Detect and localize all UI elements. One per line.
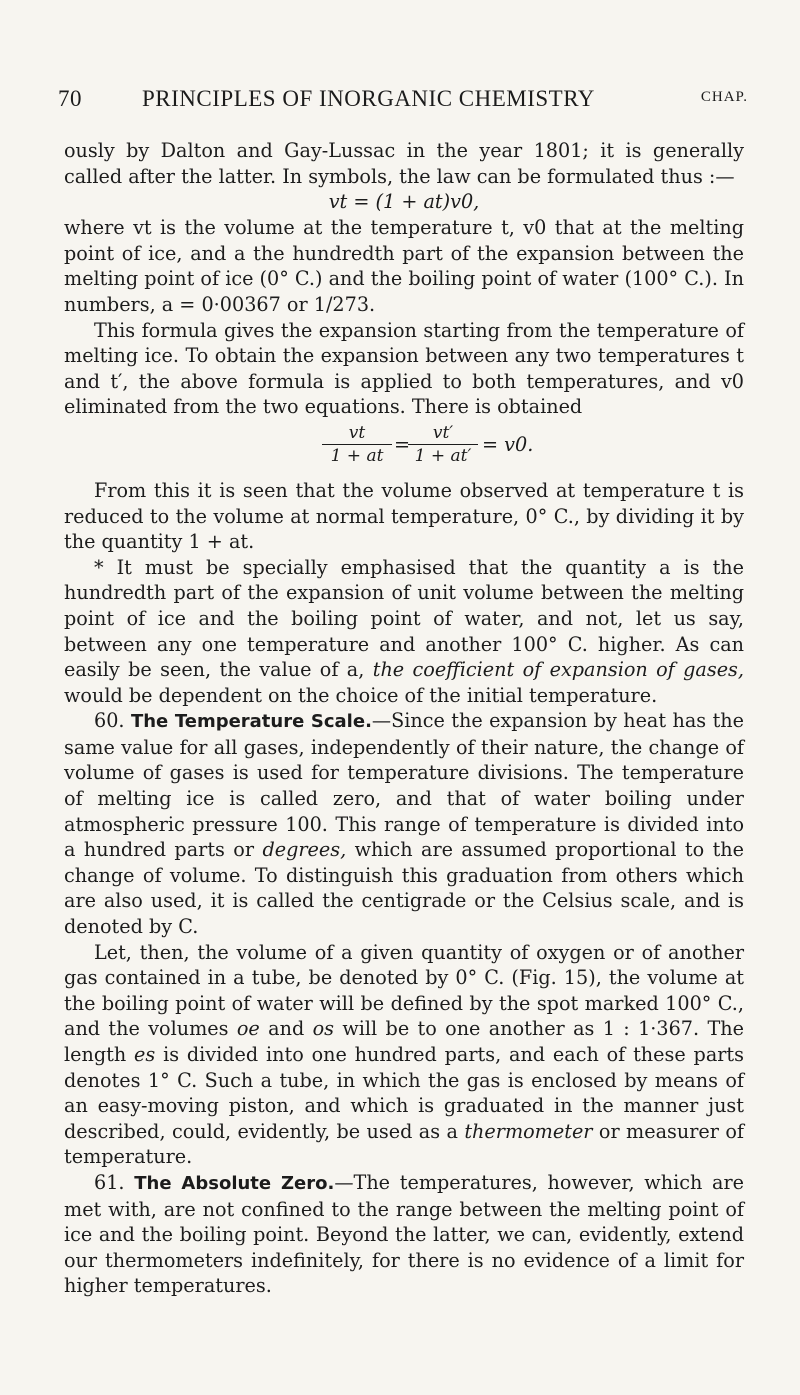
chapter-label: CHAP. bbox=[700, 89, 748, 105]
page-body bbox=[64, 138, 744, 1299]
section-60: 60. The Temperature Scale.—Since the expansion by heat has the same value for all gases, independently of their nature, the change of volume of gases is used for temperature divisions. The temperature of melting ice is called zero, and that of water boiling under atmospheric pressure 100. This range of temperature is divided into a hundred parts or degrees, which are assumed proportional to the change of volume. To distinguish this graduation from others which are also used, it is called the centigrade or the Celsius scale, and is denoted by C. bbox=[64, 709, 745, 939]
running-header bbox=[58, 86, 748, 116]
page-number: 70 bbox=[58, 86, 82, 111]
formula-rhs: = v0. bbox=[482, 432, 534, 456]
paragraph-continuation: ously by Dalton and Gay-Lussac in the year 1801; it is generally called after the latter. In symbols, the law can be formulated thus :— bbox=[64, 139, 744, 188]
paragraph-footnote-emphasis: * It must be specially emphasised that the quantity a is the hundredth part of the expansion of unit volume between the melting point of ice and the boiling point of water, and not, let us say, between any one temperature and another 100° C. higher. As can easily be seen, the value of a, the coefficient of expansion of gases, would be dependent on the choice of the initial temperature. bbox=[64, 555, 745, 707]
section-61-title: The Absolute Zero. bbox=[134, 1172, 335, 1194]
formula-fractions bbox=[64, 422, 744, 472]
running-title: PRINCIPLES OF INORGANIC CHEMISTRY bbox=[142, 86, 595, 111]
fraction-left: $\frac{vt}{1 + at}$ bbox=[322, 422, 392, 467]
paragraph-expansion: This formula gives the expansion starting from the temperature of melting ice. To obtain the expansion between any two temperatures t and t′, the above formula is applied to both temperatures, and v0 eliminated from the two equations. There is obtained bbox=[64, 318, 744, 419]
fraction-right: $\frac{vt'}{1 + at'}$ bbox=[408, 422, 478, 467]
section-61: 61. The Absolute Zero.—The temperatures, however, which are met with, are not confined to the range between the melting point of ice and the boiling point. Beyond the latter, we can, evidently, extend our thermometers indefinitely, for there is no evidence of a limit for higher temperatures. bbox=[64, 1170, 744, 1298]
equals-sign: = bbox=[394, 432, 411, 456]
section-60-title: The Temperature Scale. bbox=[130, 711, 372, 733]
paragraph-gas-tube: Let, then, the volume of a given quantity of oxygen or of another gas contained in a tube, be denoted by 0° C. (Fig. 15), the volume at the boiling point of water will be defined by the spot marked 100° C., and the volumes oe and os will be to one another as 1 : 1·367. The length es is divided into one hundred parts, and each of these parts denotes 1° C. Such a tube, in which the gas is enclosed by means of an easy-moving piston, and which is graduated in the manner just described, could, evidently, be used as a thermometer or measurer of temperature. bbox=[64, 940, 744, 1169]
paragraph-definitions: where vt is the volume at the temperature t, v0 that at the melting point of ice, and a the hundredth part of the expansion between the melting point of ice (0° C.) and the boiling point of water (100° C.). In numbers, a = 0·00367 or 1/273. bbox=[64, 216, 744, 316]
formula-law: vt = (1 + at)v0, bbox=[328, 190, 480, 214]
paragraph-reduction: From this it is seen that the volume observed at temperature t is reduced to the volume at normal temperature, 0° C., by dividing it by the quantity 1 + at. bbox=[64, 478, 744, 554]
